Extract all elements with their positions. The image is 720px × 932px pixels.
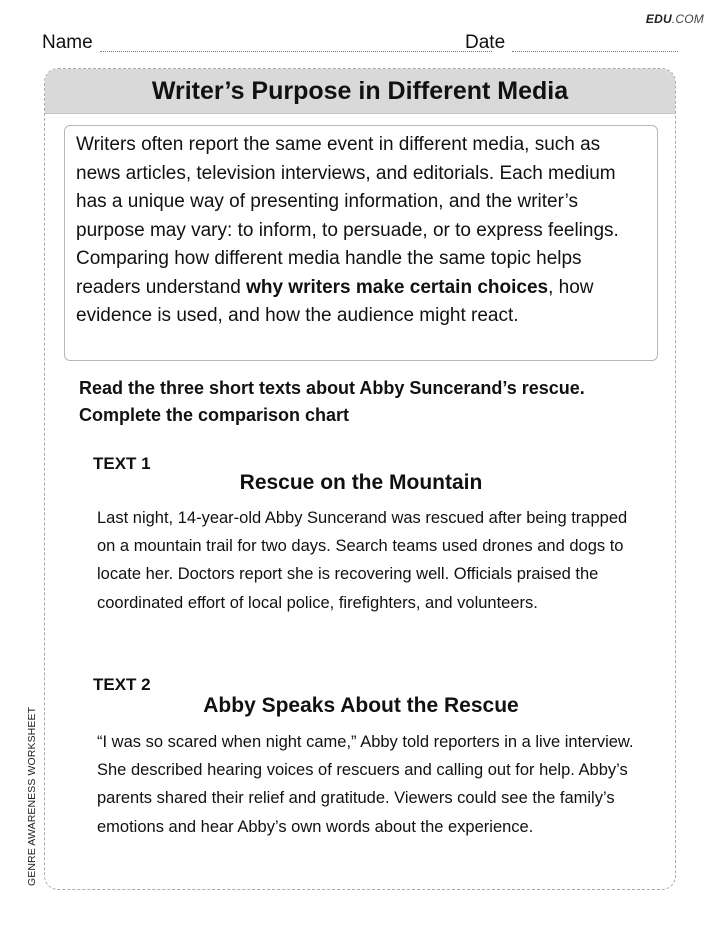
instructions: Read the three short texts about Abby Suncerand’s rescue. Complete the comparison chart [79, 378, 585, 425]
date-label: Date [465, 32, 506, 53]
name-label: Name [42, 32, 93, 53]
side-label: GENRE AWARENESS WORKSHEET [26, 706, 38, 886]
text-1-label: TEXT 1 [93, 454, 151, 473]
intro-bold-text: why writers make certain choices [246, 276, 549, 298]
text-1-title: Rescue on the Mountain [239, 471, 483, 494]
brand-logo-part1: EDU [645, 12, 672, 26]
worksheet-title: Writer’s Purpose in Different Media [45, 69, 675, 114]
text-2-label: TEXT 2 [93, 675, 151, 694]
brand-logo-part2: .COM [671, 12, 704, 26]
name-field-line[interactable] [100, 51, 492, 52]
text-2-title: Abby Speaks About the Rescue [203, 694, 519, 717]
worksheet-card [44, 68, 676, 890]
date-field-line[interactable] [512, 51, 678, 52]
intro-box [64, 125, 658, 361]
brand-logo [646, 12, 704, 26]
intro-text-end: , how evidence is used, and how the audience might react. [76, 276, 594, 326]
intro-text: Writers often report the same event in different media, such as news articles, television interviews, and editorials. Each medium has a unique way of presenting information, and the writer’s purpose may vary: to inform, to persuade, or to express feelings. Comparing how different media handle the same topic helps readers understand [76, 134, 619, 298]
text-2-body: “I was so scared when night came,” Abby told reporters in a live interview. She described hearing voices of rescuers and calling out for help. Abby’s parents shared their relief and gratitude. Viewers could see the family’s emotions and hear Abby’s own words about the experience. [97, 733, 634, 836]
name-date-row [42, 32, 678, 54]
text-1-body: Last night, 14-year-old Abby Suncerand was rescued after being trapped on a mountain trail for two days. Search teams used drones and dogs to locate her. Doctors report she is recovering well. Officials praised the coordinated effort of local police, firefighters, and volunteers. [97, 509, 628, 612]
